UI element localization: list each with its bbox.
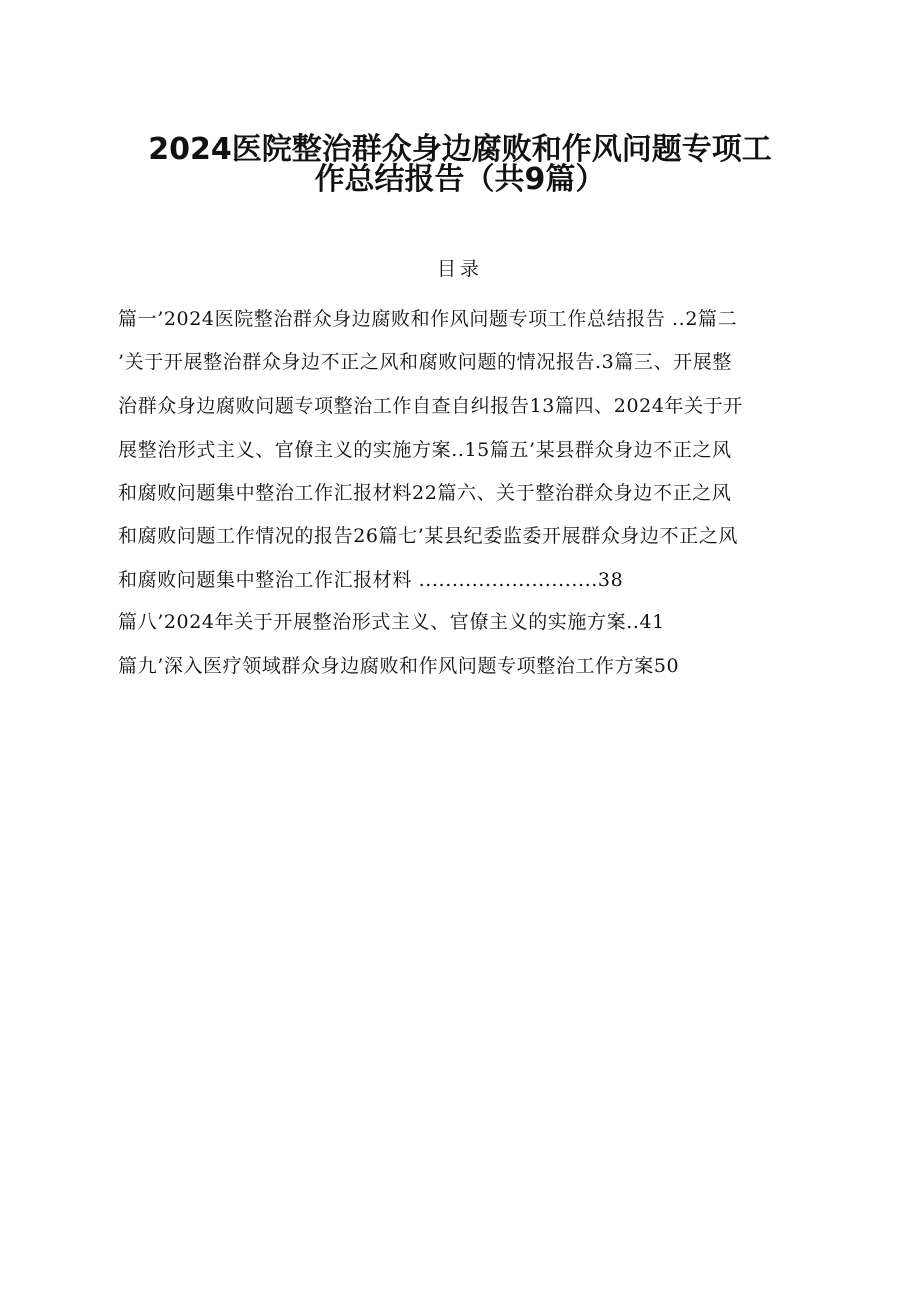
- toc-heading: 目录: [436, 258, 483, 280]
- toc-line: 篇九’深入医疗领域群众身边腐败和作风问题专项整治工作方案50: [118, 655, 680, 677]
- toc-line: 和腐败问题工作情况的报告26篇七’某县纪委监委开展群众身边不正之风: [118, 525, 739, 547]
- toc-line: 治群众身边腐败问题专项整治工作自查自纠报告13篇四、2024年关于开: [118, 395, 743, 417]
- toc-line: 和腐败问题集中整治工作汇报材料22篇六、关于整治群众身边不正之风: [118, 482, 732, 504]
- toc-line: 和腐败问题集中整治工作汇报材料 ...........................38: [118, 569, 624, 591]
- document-title-line-2: 作总结报告（共9篇）: [314, 162, 606, 197]
- toc-line: 篇八’2024年关于开展整治形式主义、官僚主义的实施方案..41: [118, 611, 665, 633]
- document-title-line-1: 2024医院整治群众身边腐败和作风问题专项工: [148, 132, 772, 167]
- toc-line: 展整治形式主义、官僚主义的实施方案..15篇五’某县群众身边不正之风: [118, 439, 732, 461]
- toc-line: 篇一’2024医院整治群众身边腐败和作风问题专项工作总结报告 ..2篇二: [118, 308, 738, 330]
- toc-line: ’关于开展整治群众身边不正之风和腐败问题的情况报告.3篇三、开展整: [118, 351, 732, 373]
